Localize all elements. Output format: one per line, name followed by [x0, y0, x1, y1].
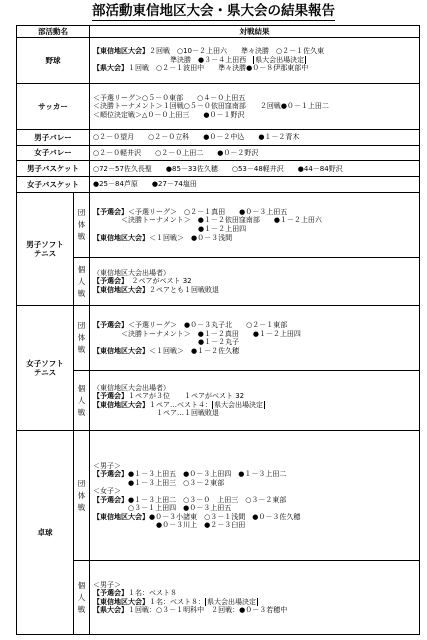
- result-line: [93, 286, 416, 295]
- label-individual: [74, 561, 90, 635]
- label-line: 団: [77, 478, 86, 488]
- match-results: １名：ベスト８: [128, 589, 177, 598]
- result-line: [93, 401, 416, 410]
- label-line: 人: [77, 395, 86, 405]
- result-line: [93, 64, 416, 73]
- label-line: 個: [77, 383, 86, 393]
- label-line: 団: [77, 321, 86, 331]
- match-results: １回戦 ○２－１波田中 準々決勝●０－８伊那東部中: [128, 64, 309, 73]
- label-line: 戦: [77, 231, 86, 241]
- tournament-label: 【予選会】: [93, 277, 125, 286]
- label-line: 人: [77, 276, 86, 286]
- label-team: [74, 306, 90, 371]
- result-line: [93, 216, 416, 225]
- club-baseball: 野球: [17, 37, 90, 83]
- advance-badge: 県大会出場決定: [214, 400, 263, 409]
- match-results: ●１－２上田四: [93, 224, 247, 233]
- match-results: ●１－２丸子: [93, 338, 240, 347]
- result-girls-tennis-individual: [90, 371, 420, 431]
- result-line: [93, 338, 416, 347]
- match-results: ○３－１上田四 ●０－３上田五: [93, 504, 232, 513]
- club-girls-volley: 女子バレー: [17, 145, 90, 161]
- tournament-label: 【東信地区大会】: [93, 400, 149, 409]
- result-soccer: [90, 83, 420, 129]
- label-line: 個: [77, 580, 86, 590]
- result-line: [93, 409, 416, 418]
- result-line: [93, 47, 416, 56]
- tournament-label: 【予選会】: [93, 470, 128, 479]
- match-results: ＜予選リーグ＞ ●０－３丸子北 ○２－１東部: [128, 321, 288, 330]
- result-line: [93, 330, 416, 339]
- match-results: ●０－３小諸東 ○３－１浅間 ●０－３佐久穂: [149, 512, 301, 521]
- match-results: ＜女子＞: [93, 487, 121, 496]
- match-results: ●１－３上田二 ○３－０ 上田三 ○３－２東部: [128, 495, 287, 504]
- label-line: テニス: [33, 249, 57, 259]
- match-results: ＜予選リーグ＞ ○２－１真田 ●０－３上田五: [128, 207, 288, 216]
- label-line: 戦: [77, 288, 86, 298]
- result-boys-volley: [90, 129, 420, 145]
- match-results: １ペアが３位 １ペアがベスト 32: [128, 392, 245, 401]
- result-boys-tennis-team: [90, 192, 420, 257]
- result-line: [93, 94, 416, 103]
- result-line: [93, 165, 416, 174]
- result-girls-volley: [90, 145, 420, 161]
- result-line: [93, 598, 416, 607]
- result-line: [93, 133, 416, 142]
- results-table: [16, 25, 420, 635]
- label-line: テニス: [33, 368, 57, 378]
- result-line: [93, 496, 416, 505]
- header-result: 対戦結果: [90, 26, 420, 38]
- result-line: [93, 347, 416, 356]
- tournament-label: 【予選会】: [93, 495, 128, 504]
- result-line: [93, 269, 416, 278]
- result-girls-tennis-team: [90, 306, 420, 371]
- match-results: ●25－84芦原 ●27－74塩田: [93, 180, 197, 189]
- result-line: [93, 384, 416, 393]
- match-results: （東信地区大会出場者）: [93, 268, 170, 277]
- match-results: ＜男子＞: [93, 580, 121, 589]
- match-results: １回戦：○３－１明科中 ２回戦：●０－３若穂中: [128, 606, 288, 615]
- tournament-label: 【予選会】: [93, 207, 128, 216]
- result-line: [93, 581, 416, 590]
- label-line: 戦: [77, 345, 86, 355]
- result-line: [93, 102, 416, 111]
- label-individual: [74, 371, 90, 431]
- match-results: ２ペアがベスト 32: [124, 277, 192, 286]
- result-line: [93, 513, 416, 522]
- club-boys-soft-tennis: [17, 192, 74, 305]
- club-table-tennis: [17, 431, 74, 635]
- label-line: 団: [77, 207, 86, 217]
- result-line: [93, 462, 416, 471]
- label-line: 戦: [77, 604, 86, 614]
- match-results: ○２－０軽井沢 ○２－０上田二 ●０－２野沢: [93, 148, 259, 157]
- advance-badge: 県大会出場決定: [255, 55, 305, 64]
- match-results: ＜決勝トーナメント＞ ●１－２真田 ●１－２上田四: [93, 329, 301, 338]
- tournament-label: 【東信地区大会】: [93, 47, 149, 56]
- advance-badge: 県大会出場決定: [207, 597, 256, 606]
- club-boys-basket: 男子バスケット: [17, 161, 90, 177]
- result-line: [93, 479, 416, 488]
- label-line: 個: [77, 264, 86, 274]
- result-line: [93, 111, 416, 120]
- match-results: ＜決勝トーナメント＞ ●１－２依田窪南部 ●１－２上田六: [93, 216, 322, 225]
- result-table-tennis-individual: [90, 561, 420, 635]
- header-club: 部活動名: [17, 26, 90, 38]
- match-results: １ペア…１回戦敗退: [93, 409, 219, 418]
- match-results: ＜予選リーグ＞○５－０東部 ○４－０上田五: [93, 93, 246, 102]
- tournament-label: 【県大会】: [93, 606, 128, 615]
- result-line: [93, 225, 416, 234]
- match-results: ○72－57佐久長聖 ●85－33佐久穂 ○53－48軽井沢 ●44－84野沢: [93, 164, 343, 173]
- label-team: [74, 192, 90, 257]
- match-results: ○２－０望月 ○２－０立科 ●０－２中込 ●１－２青木: [93, 133, 300, 142]
- label-line: 男子ソフト: [26, 239, 64, 249]
- tournament-label: 【県大会】: [93, 64, 128, 73]
- club-boys-volley: 男子バレー: [17, 129, 90, 145]
- label-line: 女子ソフト: [26, 359, 64, 369]
- tournament-label: 【東信地区大会】: [93, 285, 149, 294]
- match-results: ２ペアとも１回戦敗退: [149, 285, 219, 294]
- match-results: ＜１回戦＞ ●０－３浅間: [149, 233, 233, 242]
- result-line: [93, 521, 416, 530]
- result-line: [93, 180, 416, 189]
- label-line: 体: [77, 333, 86, 343]
- result-line: [93, 56, 416, 65]
- result-line: [93, 208, 416, 217]
- label-line: 戦: [77, 407, 86, 417]
- tournament-label: 【予選会】: [93, 321, 128, 330]
- match-results: １ペア…ベスト４：: [149, 400, 212, 409]
- match-results: （東信地区大会出場者）: [93, 383, 170, 392]
- match-results: ＜順位決定戦＞△０－０上田三 ●０－１野沢: [93, 110, 245, 119]
- match-results: １名：ベスト８：: [149, 597, 205, 606]
- tournament-label: 【予選会】: [93, 392, 128, 401]
- tournament-label: 【東信地区大会】: [93, 233, 149, 242]
- label-individual: [74, 258, 90, 306]
- result-boys-tennis-individual: [90, 258, 420, 306]
- match-results: ●０－３川上 ●２－３臼田: [93, 521, 246, 530]
- result-line: [93, 470, 416, 479]
- club-soccer: サッカー: [17, 83, 90, 129]
- match-results: ＜１回戦＞ ●１－２佐久穂: [149, 346, 240, 355]
- result-line: [93, 589, 416, 598]
- result-line: [93, 234, 416, 243]
- result-line: [93, 277, 416, 286]
- result-baseball: [90, 37, 420, 83]
- club-girls-basket: 女子バスケット: [17, 177, 90, 193]
- label-line: 人: [77, 592, 86, 602]
- match-results: ２回戦 ○10－２上田六 準々決勝 ○２－１佐久東: [149, 47, 325, 56]
- club-girls-soft-tennis: [17, 306, 74, 431]
- tournament-label: 【東信地区大会】: [93, 346, 149, 355]
- result-line: [93, 149, 416, 158]
- result-line: [93, 487, 416, 496]
- tournament-label: 【予選会】: [93, 589, 128, 598]
- result-girls-basket: [90, 177, 420, 193]
- result-boys-basket: [90, 161, 420, 177]
- page-title: 部活動東信地区大会・県大会の結果報告: [92, 3, 335, 19]
- tournament-label: 【東信地区大会】: [93, 512, 149, 521]
- result-line: [93, 321, 416, 330]
- label-line: 体: [77, 490, 86, 500]
- result-line: [93, 504, 416, 513]
- label-team: [74, 431, 90, 561]
- match-results: ＜男子＞: [93, 461, 121, 470]
- match-results: ＜決勝トーナメント＞１回戦○５－０依田窪南部 ２回戦●０－１上田二: [93, 102, 329, 111]
- label-line: 卓球: [37, 528, 53, 538]
- result-line: [93, 606, 416, 615]
- result-table-tennis-team: [90, 431, 420, 561]
- match-results: 準決勝 ●３－４上田西: [93, 55, 254, 64]
- tournament-label: 【東信地区大会】: [93, 597, 149, 606]
- match-results: ●１－３上田五 ●０－３上田四 ●１－３上田二: [128, 470, 287, 479]
- result-line: [93, 392, 416, 401]
- label-line: 体: [77, 219, 86, 229]
- match-results: ●１－３上田三 ○３－２東部: [93, 478, 225, 487]
- label-line: 戦: [77, 502, 86, 512]
